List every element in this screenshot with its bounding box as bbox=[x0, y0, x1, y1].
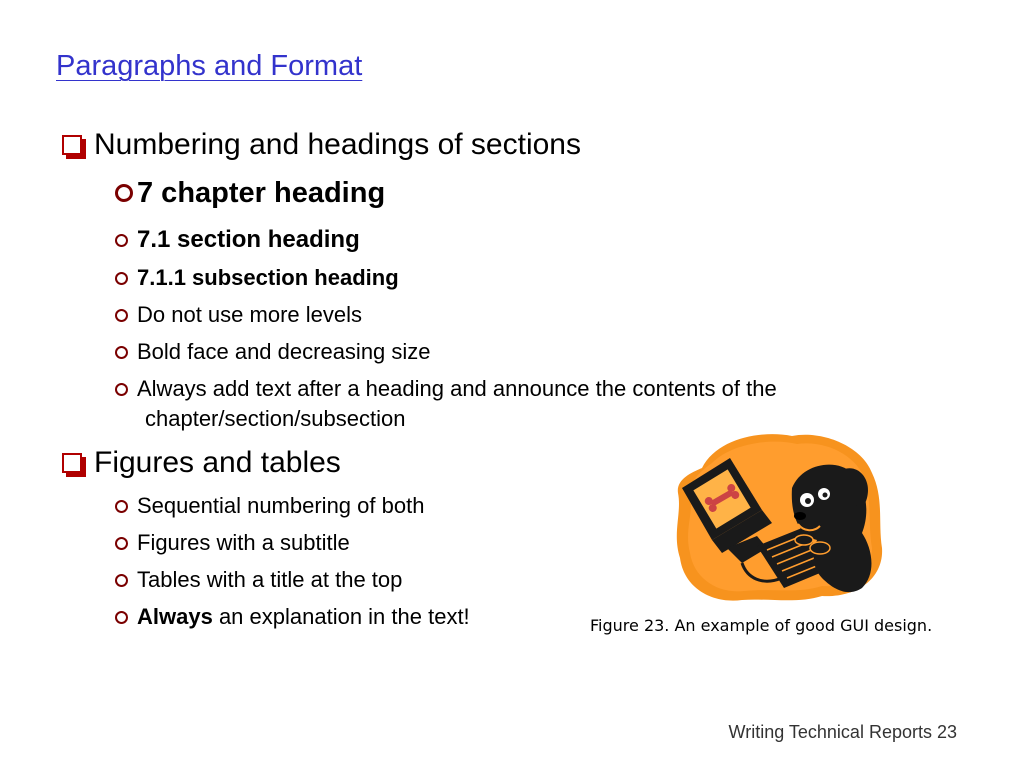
bullet-text: 7.1 section heading bbox=[137, 226, 360, 253]
bullet-text-emphasis: Always bbox=[137, 604, 213, 629]
slide-footer: Writing Technical Reports 23 bbox=[728, 722, 957, 742]
circle-bullet-icon bbox=[115, 234, 128, 247]
section-heading-figures bbox=[62, 446, 341, 480]
bullet-chapter-heading bbox=[115, 177, 385, 210]
bullet-text: 7.1.1 subsection heading bbox=[137, 265, 399, 290]
bullet-text: Bold face and decreasing size bbox=[137, 339, 431, 364]
bullet-add-text bbox=[115, 376, 777, 402]
bullet-bold-face bbox=[115, 339, 431, 365]
bullet-always-explanation bbox=[115, 604, 470, 630]
bullet-text: Do not use more levels bbox=[137, 302, 362, 327]
figure-caption: Figure 23. An example of good GUI design. bbox=[590, 616, 933, 635]
slide-title: Paragraphs and Format bbox=[56, 50, 363, 82]
bullet-no-more-levels bbox=[115, 302, 362, 328]
dog-computer-illustration bbox=[672, 428, 884, 606]
bullet-text: Sequential numbering of both bbox=[137, 493, 425, 518]
circle-bullet-icon bbox=[115, 574, 128, 587]
circle-bullet-icon bbox=[115, 383, 128, 396]
section-heading-text: Figures and tables bbox=[94, 446, 341, 479]
bullet-text-line2: chapter/section/subsection bbox=[145, 406, 406, 431]
bullet-subsection-heading bbox=[115, 265, 399, 291]
bullet-figures-subtitle bbox=[115, 530, 350, 556]
circle-bullet-icon bbox=[115, 309, 128, 322]
section-heading-numbering bbox=[62, 128, 581, 162]
bullet-text: an explanation in the text! bbox=[212, 604, 470, 629]
bullet-sequential-numbering bbox=[115, 493, 424, 519]
bullet-text-line1: Always add text after a heading and announce the contents of the bbox=[137, 376, 777, 401]
square-bullet-icon bbox=[62, 453, 82, 473]
bullet-tables-title bbox=[115, 567, 402, 593]
circle-bullet-icon bbox=[115, 184, 133, 202]
dog-computer-icon bbox=[672, 428, 884, 606]
bullet-text: 7 chapter heading bbox=[137, 177, 386, 209]
bullet-section-heading bbox=[115, 226, 360, 254]
bullet-text: Figures with a subtitle bbox=[137, 530, 350, 555]
circle-bullet-icon bbox=[115, 272, 128, 285]
circle-bullet-icon bbox=[115, 537, 128, 550]
square-bullet-icon bbox=[62, 135, 82, 155]
bullet-text: Tables with a title at the top bbox=[137, 567, 403, 592]
section-heading-text: Numbering and headings of sections bbox=[94, 128, 581, 161]
circle-bullet-icon bbox=[115, 346, 128, 359]
circle-bullet-icon bbox=[115, 500, 128, 513]
bullet-add-text-continuation bbox=[145, 406, 406, 432]
circle-bullet-icon bbox=[115, 611, 128, 624]
